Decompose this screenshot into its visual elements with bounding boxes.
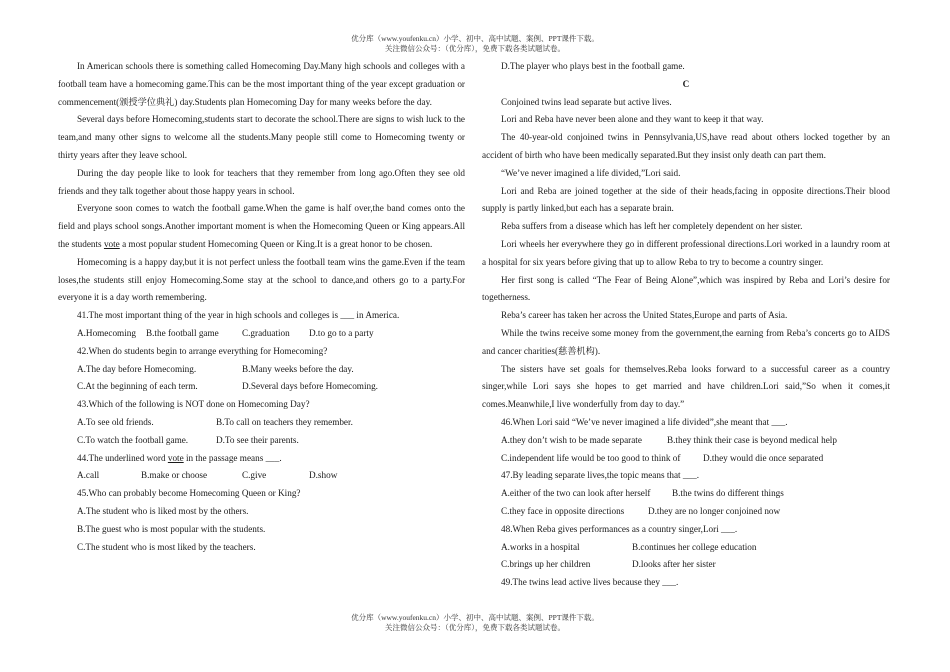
section-c-label: C <box>682 78 690 89</box>
q48-option-a: A.works in a hospital <box>501 541 580 552</box>
footer-line-2: 关注微信公众号：（优分库），免费下载各类试题试卷。 <box>385 623 565 632</box>
q47-option-a: A.either of the two can look after herself <box>501 488 651 499</box>
question-41-options <box>58 325 465 343</box>
q47-option-b: B.the twins do different things <box>672 488 784 499</box>
question-49: 49.The twins lead active lives because they ___. <box>501 577 679 588</box>
q42-option-b: B.Many weeks before the day. <box>242 363 354 374</box>
question-46-options-ab <box>482 432 890 450</box>
question-48-options-cd <box>482 556 890 574</box>
q45-option-a: A.The student who is liked most by the others. <box>77 505 249 516</box>
question-41: 41.The most important thing of the year in high schools and colleges is ___ in America. <box>77 310 400 321</box>
q41-option-c: C.graduation <box>242 327 290 338</box>
q44-option-d: D.show <box>309 470 338 481</box>
question-47-options-ab <box>482 485 890 503</box>
q45-option-d: D.The player who plays best in the football game. <box>501 61 685 71</box>
passage-c-paragraph-6: Lori wheels her everywhere they go in different professional directions.Lori worked in a laundry room at a hospital for six years before giving that up to allow Reba to try to become a country singer. <box>482 238 890 267</box>
q44-option-a: A.call <box>77 470 100 481</box>
passage-c-paragraph-4: Lori and Reba are joined together at the side of their heads,facing in opposite directions.Their blood supply is partly linked,but each has a separate brain. <box>482 185 890 214</box>
question-42: 42.When do students begin to arrange everything for Homecoming? <box>77 345 328 356</box>
passage-c-paragraph-5: Reba suffers from a disease which has left her completely dependent on her sister. <box>501 221 803 232</box>
q44-text-after: in the passage means ___. <box>183 452 282 463</box>
q48-option-b: B.continues her college education <box>632 541 757 552</box>
q46-option-a: A.they don’t wish to be made separate <box>501 434 642 445</box>
question-48: 48.When Reba gives performances as a country singer,Lori ___. <box>501 523 738 534</box>
passage-c-paragraph-3: “We’ve never imagined a life divided,”Lori said. <box>501 167 681 178</box>
q44-option-c: C.give <box>242 470 267 481</box>
header-line-2: 关注微信公众号：（优分库），免费下载各类试题试卷。 <box>385 44 565 53</box>
passage-c-title: Conjoined twins lead separate but active lives. <box>501 96 672 107</box>
question-46: 46.When Lori said “We’ve never imagined a life divided”,she meant that ___. <box>501 416 788 427</box>
question-46-options-cd <box>482 450 890 468</box>
question-47-options-cd <box>482 503 890 521</box>
q42-option-d: D.Several days before Homecoming. <box>242 381 378 392</box>
p4-text-after: a most popular student Homecoming Queen or King.It is a great honor to be chosen. <box>119 238 433 249</box>
question-43-options-ab <box>58 414 465 432</box>
question-42-options-ab <box>58 361 465 379</box>
question-44 <box>58 450 465 468</box>
footer-line-1: 优分库（www.youfenku.cn）小学、初中、高中试题、案例、PPT课件下载。 <box>351 613 599 622</box>
passage-c-paragraph-8: Reba’s career has taken her across the United States,Europe and parts of Asia. <box>501 310 788 321</box>
q47-option-d: D.they are no longer conjoined now <box>648 505 781 516</box>
q42-option-a: A.The day before Homecoming. <box>77 363 197 374</box>
q43-option-c: C.To watch the football game. <box>77 434 189 445</box>
passage-c-paragraph-2: The 40-year-old conjoined twins in Pennsylvania,US,have read about others locked together by an accident of birth who have been medically separated.But they insist only death can part them. <box>482 132 890 160</box>
passage-b-paragraph-2: Several days before Homecoming,students start to decorate the school.There are signs to wish luck to the team,and many other signs to welcome all the students.Many people still come to Homecoming twenty or thirty years after they leave school. <box>58 114 465 160</box>
passage-c-paragraph-10: The sisters have set goals for themselves.Reba looks forward to a successful career as a country singer,while Lori says she hopes to get married and have children.Lori said,”So when it comes,it comes.Meanwhile,I live wonderfully from day to day.” <box>482 363 890 410</box>
q43-option-b: B.To call on teachers they remember. <box>216 416 353 427</box>
q44-option-b: B.make or choose <box>141 470 208 481</box>
underlined-word-vote: vote <box>103 238 120 249</box>
q45-option-c: C.The student who is most liked by the teachers. <box>77 541 256 552</box>
question-43-options-cd <box>58 432 465 450</box>
passage-c-paragraph-7: Her first song is called “The Fear of Being Alone”,which was inspired by Reba and Lori’s desire for togetherness. <box>482 274 890 303</box>
q48-option-c: C.brings up her children <box>501 559 591 570</box>
q44-text-before: 44.The underlined word <box>77 452 168 463</box>
q46-option-d: D.they would die once separated <box>703 452 824 463</box>
page-header <box>0 34 950 54</box>
right-column <box>482 58 890 592</box>
q43-option-a: A.To see old friends. <box>77 416 154 427</box>
header-line-1: 优分库（www.youfenku.cn）小学、初中、高中试题、案例、PPT课件下载。 <box>351 34 599 43</box>
q41-option-b: B.the football game <box>146 327 219 338</box>
q48-option-d: D.looks after her sister <box>632 559 716 570</box>
p4-text-before: Everyone soon comes to watch the football game.When the game is half over,the band comes onto the field and plays school songs.Another important moment is when the Homecoming Queen or King appears.All the students <box>58 203 465 249</box>
question-47: 47.By leading separate lives,the topic means that ___. <box>501 470 699 481</box>
left-column <box>58 58 465 556</box>
passage-b-paragraph-3: During the day people like to look for teachers that they remember from long ago.Often they see old friends and they talk together about those happy years in school. <box>58 167 465 196</box>
question-44-options <box>58 467 465 485</box>
q44-underlined-word: vote <box>167 452 184 463</box>
passage-b-paragraph-5: Homecoming is a happy day,but it is not perfect unless the football team wins the game.Even if the team loses,the students still enjoy Homecoming.Some stay at the school to dance,and others go to a party.For everyone it is a day worth remembering. <box>58 256 465 303</box>
q45-option-b: B.The guest who is most popular with the students. <box>77 523 266 534</box>
q42-option-c: C.At the beginning of each term. <box>77 381 198 392</box>
q47-option-c: C.they face in opposite directions <box>501 505 625 516</box>
q41-option-d: D.to go to a party <box>309 327 374 338</box>
question-43: 43.Which of the following is NOT done on Homecoming Day? <box>77 399 310 410</box>
q43-option-d: D.To see their parents. <box>216 434 299 445</box>
passage-c-paragraph-9: While the twins receive some money from the government,the earning from Reba’s concerts go to AIDS and cancer charities(慈善机构). <box>482 327 890 356</box>
question-45: 45.Who can probably become Homecoming Queen or King? <box>77 488 301 499</box>
q46-option-c: C.independent life would be too good to think of <box>501 452 681 463</box>
passage-c-paragraph-1: Lori and Reba have never been alone and they want to keep it that way. <box>501 114 764 125</box>
passage-b-paragraph-4 <box>58 200 465 253</box>
question-48-options-ab <box>482 539 890 557</box>
q46-option-b: B.they think their case is beyond medical help <box>667 434 837 445</box>
q41-option-a: A.Homecoming <box>77 327 136 338</box>
page-footer <box>0 613 950 633</box>
question-42-options-cd <box>58 378 465 396</box>
passage-b-paragraph-1: In American schools there is something called Homecoming Day.Many high schools and colleges with a football team have a homecoming game.This can be the most important thing of the year except graduation or commencement(颁授学位典礼) day.Students plan Homecoming Day for many weeks before the day. <box>58 61 465 107</box>
